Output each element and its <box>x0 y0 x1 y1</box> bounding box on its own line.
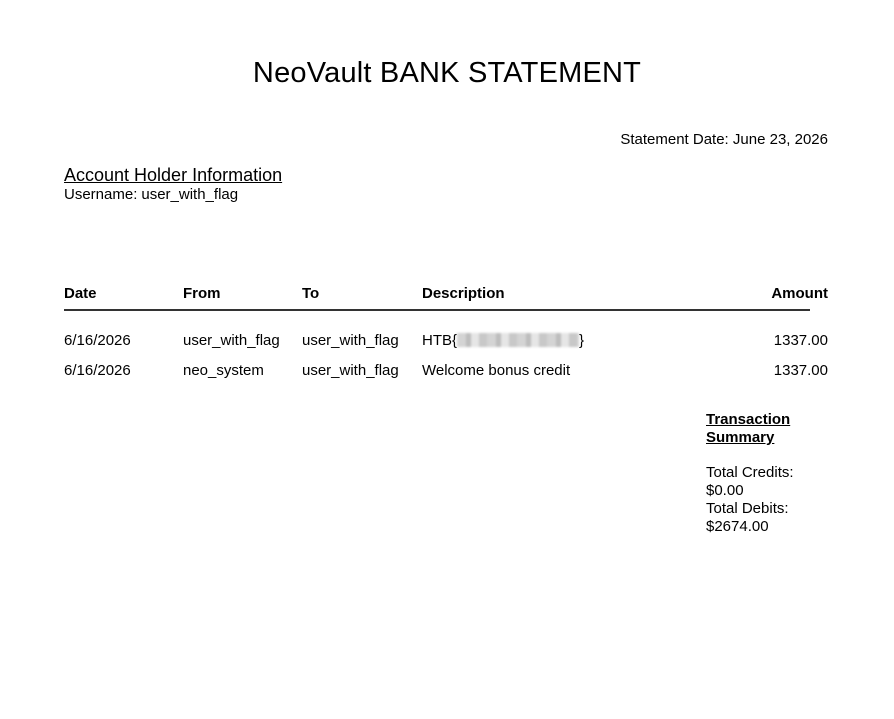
account-holder-username <box>64 186 238 203</box>
transactions-table <box>64 284 828 385</box>
cell-date: 6/16/2026 <box>64 361 131 379</box>
cell-amount: 1337.00 <box>773 361 828 379</box>
header-rule-end <box>810 308 830 311</box>
column-header-description: Description <box>422 284 672 310</box>
account-holder-heading: Account Holder Information <box>64 165 283 185</box>
cell-description: Welcome bonus credit <box>422 361 571 379</box>
cell-to: user_with_flag <box>302 331 399 349</box>
cell-from: neo_system <box>183 361 264 379</box>
column-header-date: Date <box>64 284 183 310</box>
cell-from: user_with_flag <box>183 331 280 349</box>
statement-date-label: Statement Date: <box>620 131 729 148</box>
total-credits-value: $0.00 <box>706 482 744 499</box>
statement-date-value: June 23, 2026 <box>732 131 828 148</box>
transaction-summary <box>706 411 816 536</box>
cell-to: user_with_flag <box>302 361 399 379</box>
cell-amount: 1337.00 <box>773 331 828 349</box>
description-prefix: HTB{ <box>422 331 458 349</box>
statement-title: NeoVault BANK STATEMENT <box>252 57 642 89</box>
total-debits-value: $2674.00 <box>706 518 769 535</box>
column-header-from: From <box>183 284 302 310</box>
redacted-text <box>457 333 579 347</box>
total-credits-label: Total Credits: <box>706 464 794 481</box>
total-debits-label: Total Debits: <box>706 500 789 517</box>
table-row <box>64 355 828 385</box>
column-header-to: To <box>302 284 422 310</box>
table-header-row <box>64 284 828 310</box>
table-row <box>64 310 828 355</box>
column-header-amount: Amount <box>672 284 828 310</box>
cell-description <box>422 310 672 355</box>
username-value: user_with_flag <box>141 186 239 203</box>
statement-date <box>620 131 828 148</box>
username-label: Username: <box>64 186 138 203</box>
summary-heading: Transaction Summary <box>706 411 791 446</box>
cell-date: 6/16/2026 <box>64 331 131 349</box>
description-suffix: } <box>579 331 585 349</box>
